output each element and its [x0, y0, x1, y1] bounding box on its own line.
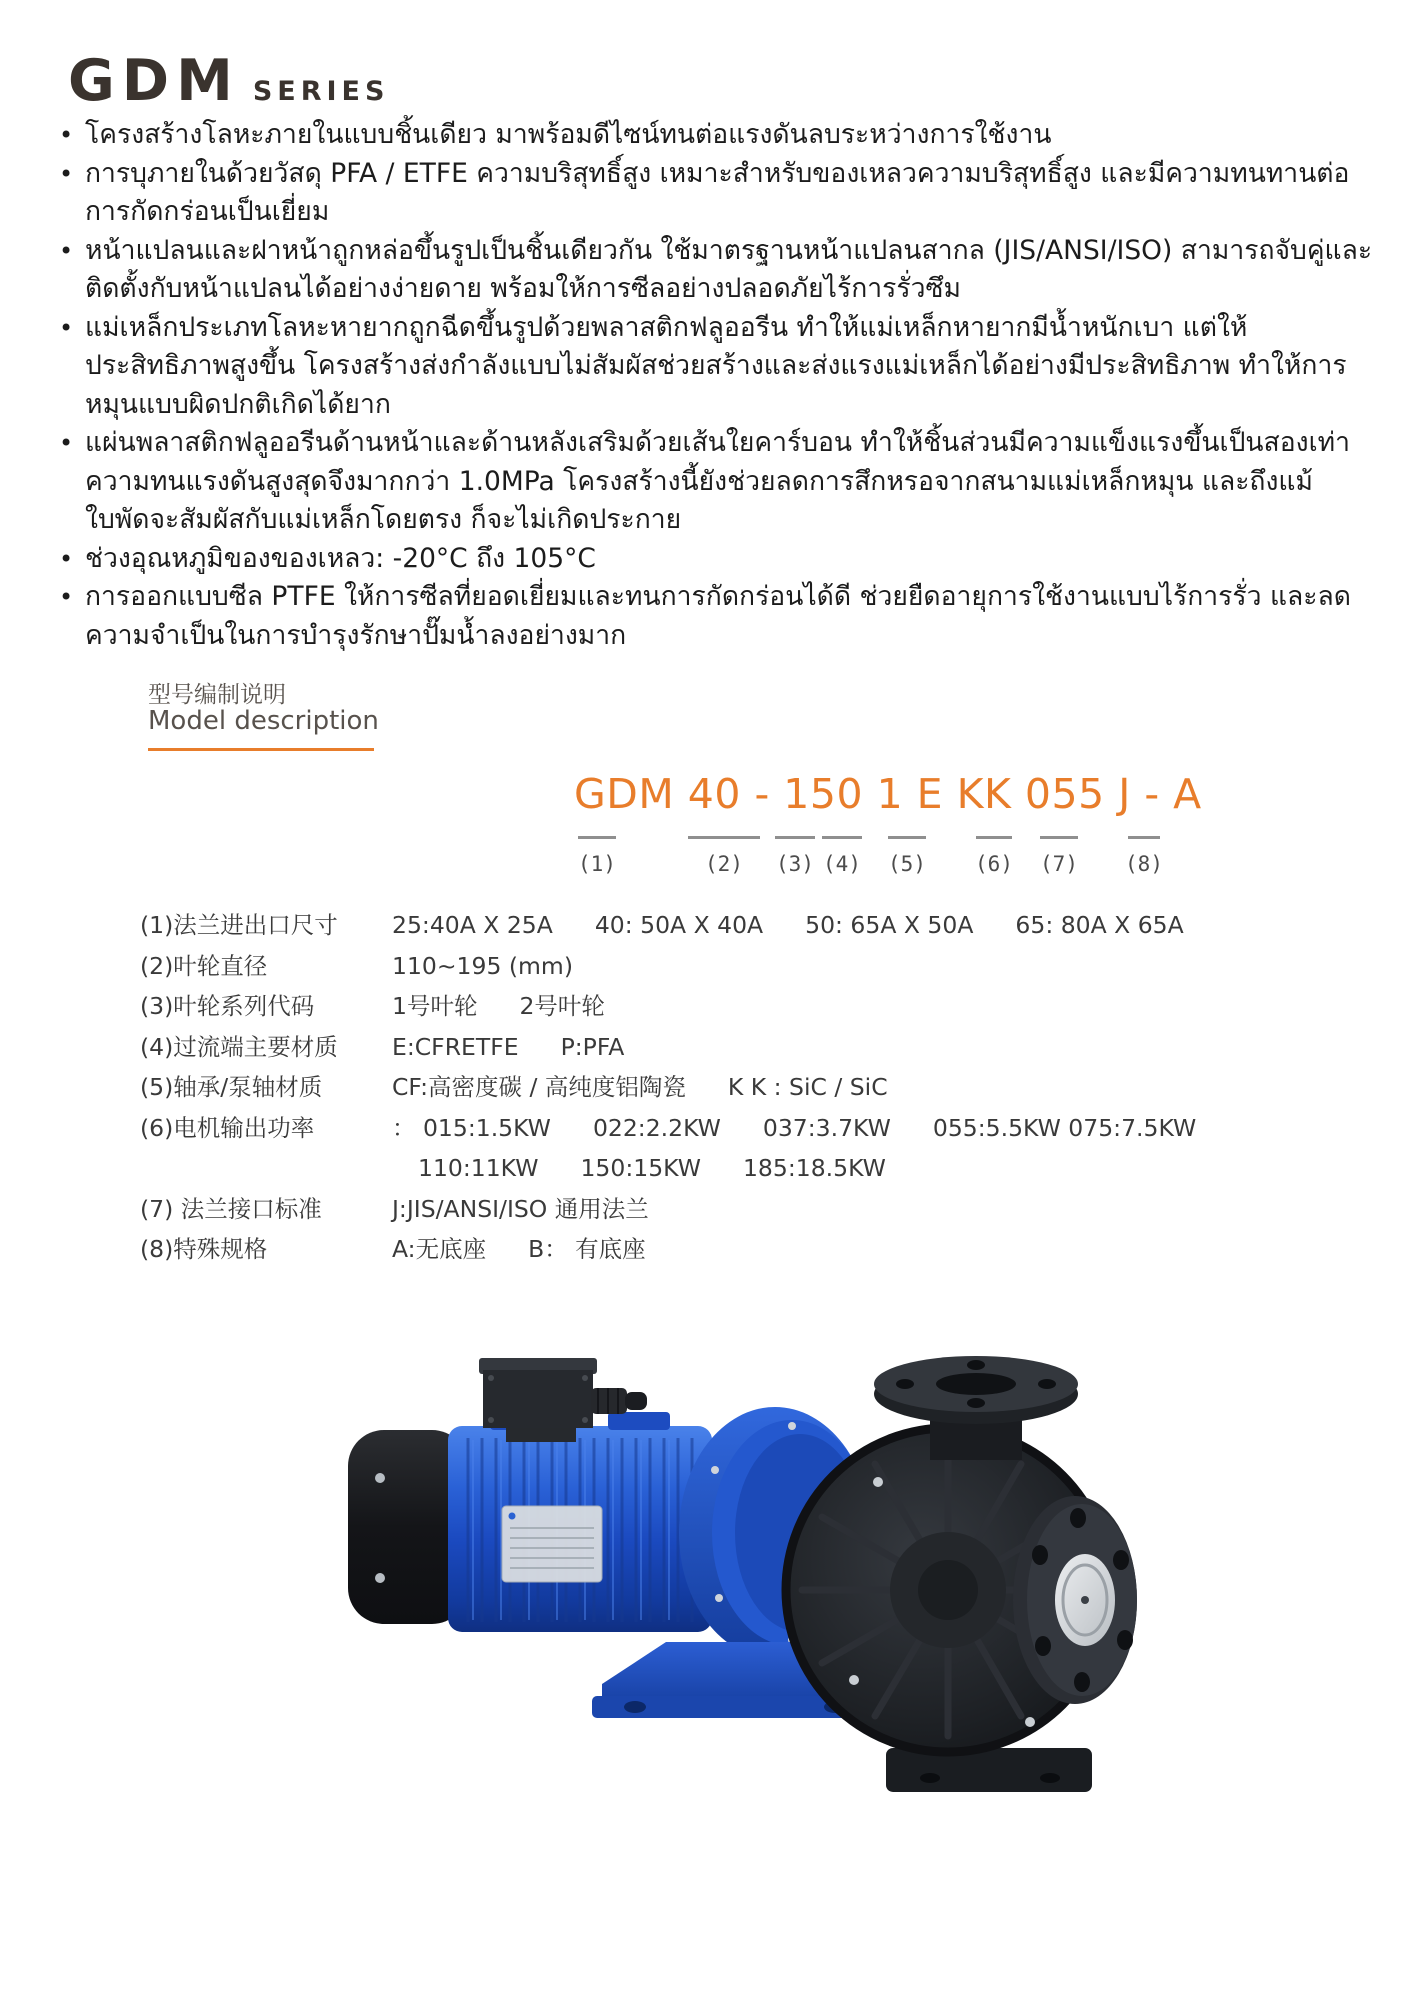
feature-item: [55, 540, 1375, 579]
code-dash: [775, 836, 815, 839]
code-marker: (5): [888, 852, 926, 876]
spec-values: [392, 905, 1184, 946]
spec-label: (4)过流端主要材质: [140, 1032, 338, 1061]
model-code: GDM 40 - 150 1 E KK 055 J - A: [574, 770, 1202, 818]
feature-text: การบุภายในด้วยวัสดุ PFA / ETFE ความบริสุทธิ์สูง เหมาะสำหรับของเหลวความบริสุทธิ์สูง และมีความทนทานต่อการกัดกร่อนเป็นเยี่ยม: [85, 157, 1350, 227]
spec-value: 1号叶轮: [392, 992, 478, 1020]
code-dash: [688, 836, 760, 839]
bullet-icon: •: [59, 121, 74, 149]
spec-values: [392, 1027, 624, 1068]
spec-value: 50: 65A X 50A: [805, 911, 974, 939]
feature-item: [55, 116, 1375, 155]
code-marker: (2): [705, 852, 743, 876]
bullet-icon: •: [59, 159, 74, 188]
series-name: GDM: [68, 48, 240, 114]
spec-value: ： 015:1.5KW: [392, 1113, 551, 1142]
code-marker: (6): [975, 852, 1013, 876]
code-dash: [1040, 836, 1078, 839]
cable-gland: [591, 1388, 647, 1414]
pump-product-image: [330, 1350, 1160, 1880]
feature-item: [55, 309, 1375, 425]
spec-value: 055:5.5KW 075:7.5KW: [932, 1113, 1197, 1142]
feature-text: หน้าแปลนและฝาหน้าถูกหล่อขึ้นรูปเป็นชิ้นเดียวกัน ใช้มาตรฐานหน้าแปลนสากล (JIS/ANSI/ISO) สามารถจับคู่และติดตั้งกับหน้าแปลนได้อย่างง่ายดาย พร้อมให้การซีลอย่างปลอดภัยไร้การรั่วซึม: [85, 234, 1373, 304]
spec-table: [140, 905, 1196, 1270]
page-title: [68, 48, 389, 114]
spec-label: (5)轴承/泵轴材质: [140, 1073, 323, 1101]
spec-row: [140, 905, 1196, 946]
spec-values: [392, 1067, 888, 1108]
spec-value: B： 有底座: [528, 1235, 646, 1263]
spec-row: [140, 1067, 1196, 1108]
spec-row: [140, 1189, 1196, 1230]
code-marker: (8): [1125, 852, 1163, 876]
spec-label: (7) 法兰接口标准: [140, 1194, 322, 1223]
spec-row: [140, 946, 1196, 987]
spec-value: 2号叶轮: [519, 992, 605, 1020]
spec-values: [392, 946, 573, 987]
spec-value: 037:3.7KW: [762, 1113, 891, 1142]
spec-label: (1)法兰进出口尺寸: [140, 911, 338, 939]
code-marker: (3): [776, 852, 814, 876]
feature-list: [55, 116, 1375, 655]
series-suffix: SERIES: [252, 76, 390, 107]
code-annotations: [0, 828, 1414, 898]
spec-values: [392, 1229, 646, 1270]
spec-row: [140, 1148, 1196, 1189]
spec-values: [392, 1189, 649, 1230]
spec-values: [392, 986, 605, 1027]
spec-row: [140, 1027, 1196, 1068]
feature-text: แม่เหล็กประเภทโลหะหายากถูกฉีดขึ้นรูปด้วยพลาสติกฟลูออรีน ทำให้แม่เหล็กหายากมีน้ำหนักเบา แต่ให้ประสิทธิภาพสูงขึ้น โครงสร้างส่งกำลังแบบไม่สัมผัสช่วยสร้างและส่งแรงแม่เหล็กได้อย่างมีประสิทธิภาพ ทำให้การหมุนแบบผิดปกติเกิดได้ยาก: [85, 311, 1347, 420]
spec-value: CF:高密度碳 / 高纯度铝陶瓷: [392, 1073, 686, 1101]
code-marker: (1): [578, 852, 616, 876]
bullet-icon: •: [59, 429, 74, 457]
code-marker: (4): [823, 852, 861, 876]
motor-nameplate: [502, 1506, 602, 1582]
bullet-icon: •: [59, 544, 74, 573]
spec-row: [140, 1108, 1196, 1149]
spec-label: (6)电机输出功率: [140, 1113, 315, 1142]
spec-label: (8)特殊规格: [140, 1235, 268, 1263]
feature-item: [55, 424, 1375, 540]
code-dash: [822, 836, 862, 839]
spec-value: 185:18.5KW: [742, 1154, 886, 1182]
spec-label: [140, 1148, 392, 1189]
feature-item: [55, 155, 1375, 232]
code-dash: [578, 836, 616, 839]
model-heading-en: Model description: [148, 706, 379, 736]
spec-value: P:PFA: [560, 1032, 625, 1061]
spec-label: (3)叶轮系列代码: [140, 992, 315, 1020]
spec-value: 65: 80A X 65A: [1015, 911, 1184, 939]
spec-value: 110~195 (mm): [392, 951, 573, 980]
heading-underline: [148, 748, 374, 751]
spec-value: E:CFRETFE: [392, 1032, 519, 1061]
code-dash: [976, 836, 1012, 839]
bullet-icon: •: [59, 583, 74, 611]
code-dash: [1128, 836, 1160, 839]
bullet-icon: •: [59, 236, 74, 265]
spec-value: 25:40A X 25A: [392, 911, 553, 939]
code-dash: [888, 836, 926, 839]
spec-value: 150:15KW: [580, 1154, 701, 1182]
spec-value: A:无底座: [392, 1235, 487, 1263]
feature-text: แผ่นพลาสติกฟลูออรีนด้านหน้าและด้านหลังเสริมด้วยเส้นใยคาร์บอน ทำให้ชิ้นส่วนมีความแข็งแรงขึ้นเป็นสองเท่า ความทนแรงดันสูงสุดจึงมากกว่า 1.0MPa โครงสร้างนี้ยังช่วยลดการสึกหรอจากสนามแม่เหล็กหมุน และถึงแม้ใบพัดจะสัมผัสกับแม่เหล็กโดยตรง ก็จะไม่เกิดประกาย: [85, 427, 1350, 535]
suction-flange: [1013, 1496, 1137, 1704]
feature-text: ช่วงอุณหภูมิของของเหลว: -20°C ถึง 105°C: [85, 542, 596, 574]
spec-value: 110:11KW: [418, 1154, 539, 1182]
spec-label: (2)叶轮直径: [140, 951, 268, 980]
spec-row: [140, 1229, 1196, 1270]
spec-values: [392, 1148, 886, 1189]
spec-value: K K : SiC / SiC: [727, 1073, 888, 1101]
spec-value: J:JIS/ANSI/ISO 通用法兰: [392, 1194, 649, 1223]
feature-item: [55, 232, 1375, 309]
pump-foot: [886, 1748, 1092, 1792]
model-heading-zh: 型号编制说明: [148, 682, 286, 708]
spec-value: 022:2.2KW: [592, 1113, 721, 1142]
spec-values: [392, 1108, 1196, 1149]
feature-text: การออกแบบซีล PTFE ให้การซีลที่ยอดเยี่ยมและทนการกัดกร่อนได้ดี ช่วยยืดอายุการใช้งานแบบไร้การรั่ว และลดความจำเป็นในการบำรุงรักษาปั๊มน้ำลงอย่างมาก: [85, 581, 1351, 651]
code-marker: (7): [1040, 852, 1078, 876]
spec-row: [140, 986, 1196, 1027]
bullet-icon: •: [59, 313, 74, 342]
feature-text: โครงสร้างโลหะภายในแบบชิ้นเดียว มาพร้อมดีไซน์ทนต่อแรงดันลบระหว่างการใช้งาน: [85, 119, 1052, 150]
spec-value: 40: 50A X 40A: [594, 911, 764, 939]
feature-item: [55, 578, 1375, 655]
